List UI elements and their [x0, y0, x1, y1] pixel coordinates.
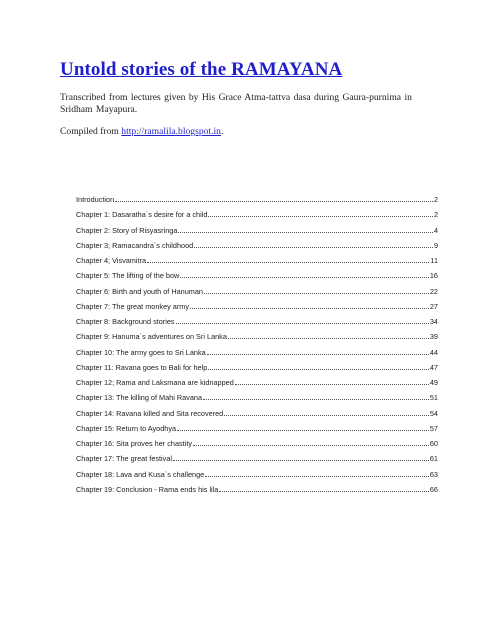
toc-entry[interactable]	[76, 393, 438, 404]
toc-entry[interactable]	[76, 378, 438, 389]
toc-entry-page: 54	[429, 408, 438, 418]
toc-entry[interactable]	[76, 302, 438, 313]
toc-entry-page: 2	[433, 195, 438, 204]
toc-dot-leader	[219, 485, 429, 492]
toc-dot-leader	[204, 287, 429, 294]
toc-entry[interactable]	[76, 256, 438, 267]
toc-entry[interactable]	[76, 195, 438, 206]
intro-paragraph: Transcribed from lectures given by His Grace Atma-tattva dasa during Gaura-purnima in Sridham Mayapura.	[60, 92, 412, 115]
toc-entry-page: 9	[433, 240, 438, 250]
toc-entry-title: Chapter 3; Ramacandra`s childhood	[76, 240, 194, 250]
compiled-prefix: Compiled from	[60, 126, 122, 137]
toc-entry-page: 4	[433, 225, 438, 235]
toc-entry-title: Chapter 4; Visvamitra	[76, 256, 147, 265]
toc-dot-leader	[177, 424, 429, 431]
toc-entry-page: 11	[430, 256, 438, 265]
toc-dot-leader	[178, 226, 433, 233]
toc-entry-title: Chapter 11: Ravana goes to Bali for help	[76, 362, 208, 372]
toc-entry-page: 51	[429, 393, 438, 403]
toc-entry-title: Chapter 5: The lifting of the bow	[76, 271, 180, 281]
toc-entry-page: 57	[429, 423, 438, 433]
toc-entry[interactable]	[76, 287, 438, 298]
toc-dot-leader	[173, 454, 429, 461]
toc-entry-title: Chapter 14: Ravana killed and Sita recovered	[76, 408, 224, 418]
toc-entry-page: 66	[429, 484, 438, 494]
toc-entry-page: 2	[433, 210, 438, 220]
toc-entry-title: Chapter 8: Background stories	[76, 317, 175, 326]
toc-dot-leader	[176, 317, 429, 324]
toc-entry-title: Chapter 2: Story of Risyasringa	[76, 225, 178, 235]
toc-entry-title: Chapter 18: Lava and Kusa`s challenge	[76, 469, 205, 479]
toc-entry[interactable]	[76, 226, 438, 237]
toc-entry-page: 22	[429, 286, 438, 296]
toc-dot-leader	[224, 409, 429, 416]
toc-entry[interactable]	[76, 241, 438, 252]
toc-dot-leader	[228, 332, 429, 339]
toc-entry-title: Chapter 7: The great monkey army	[76, 301, 190, 311]
toc-entry-title: Chapter 15: Return to Ayodhya	[76, 423, 177, 433]
toc-dot-leader	[203, 393, 429, 400]
toc-entry[interactable]	[76, 470, 438, 481]
toc-entry-page: 61	[429, 454, 438, 464]
toc-entry-page: 34	[429, 317, 438, 326]
toc-entry-title: Chapter 19: Conclusion - Rama ends his lila	[76, 484, 219, 494]
toc-entry-title: Chapter 9: Hanuma`s adventures on Sri Lanka	[76, 332, 227, 342]
toc-entry-page: 49	[429, 378, 438, 387]
toc-entry[interactable]	[76, 317, 438, 328]
toc-entry-title: Chapter 13: The killing of Mahi Ravana	[76, 393, 203, 403]
toc-entry-page: 47	[429, 362, 438, 372]
toc-dot-leader	[207, 348, 429, 355]
toc-dot-leader	[180, 271, 429, 278]
toc-entry-title: Introduction	[76, 195, 115, 204]
toc-dot-leader	[208, 363, 429, 370]
document-title: Untold stories of the RAMAYANA	[60, 59, 343, 80]
toc-dot-leader	[208, 210, 433, 217]
toc-dot-leader	[205, 470, 429, 477]
toc-entry-page: 60	[429, 439, 438, 448]
toc-entry[interactable]	[76, 485, 438, 496]
toc-entry[interactable]	[76, 424, 438, 435]
toc-entry-title: Chapter 6: Birth and youth of Hanuman	[76, 286, 203, 296]
toc-entry-page: 63	[429, 469, 438, 479]
toc-entry[interactable]	[76, 271, 438, 282]
toc-entry[interactable]	[76, 454, 438, 465]
toc-entry-page: 44	[429, 347, 438, 357]
toc-entry-title: Chapter 17: The great festival	[76, 454, 172, 464]
toc-entry[interactable]	[76, 363, 438, 374]
toc-dot-leader	[190, 302, 429, 309]
toc-entry[interactable]	[76, 439, 438, 450]
toc-entry[interactable]	[76, 409, 438, 420]
toc-entry-title: Chapter 1: Dasaratha`s desire for a child	[76, 210, 208, 220]
toc-entry-title: Chapter 12; Rama and Laksmana are kidnapped	[76, 378, 234, 387]
toc-entry[interactable]	[76, 210, 438, 221]
toc-entry-page: 27	[429, 301, 438, 311]
toc-dot-leader	[193, 439, 429, 446]
toc-entry[interactable]	[76, 348, 438, 359]
toc-entry[interactable]	[76, 332, 438, 343]
compiled-from-line	[60, 126, 223, 137]
toc-entry-page: 16	[429, 271, 438, 281]
toc-dot-leader	[115, 195, 433, 202]
source-link[interactable]: http://ramalila.blogspot.in	[121, 126, 221, 137]
toc-entry-title: Chapter 10: The army goes to Sri Lanka	[76, 347, 206, 357]
toc-dot-leader	[147, 256, 429, 263]
toc-dot-leader	[235, 378, 429, 385]
toc-entry-title: Chapter 16: Sita proves her chastity	[76, 439, 192, 448]
toc-dot-leader	[194, 241, 433, 248]
compiled-suffix: .	[220, 126, 224, 137]
toc-entry-page: 39	[429, 332, 438, 342]
